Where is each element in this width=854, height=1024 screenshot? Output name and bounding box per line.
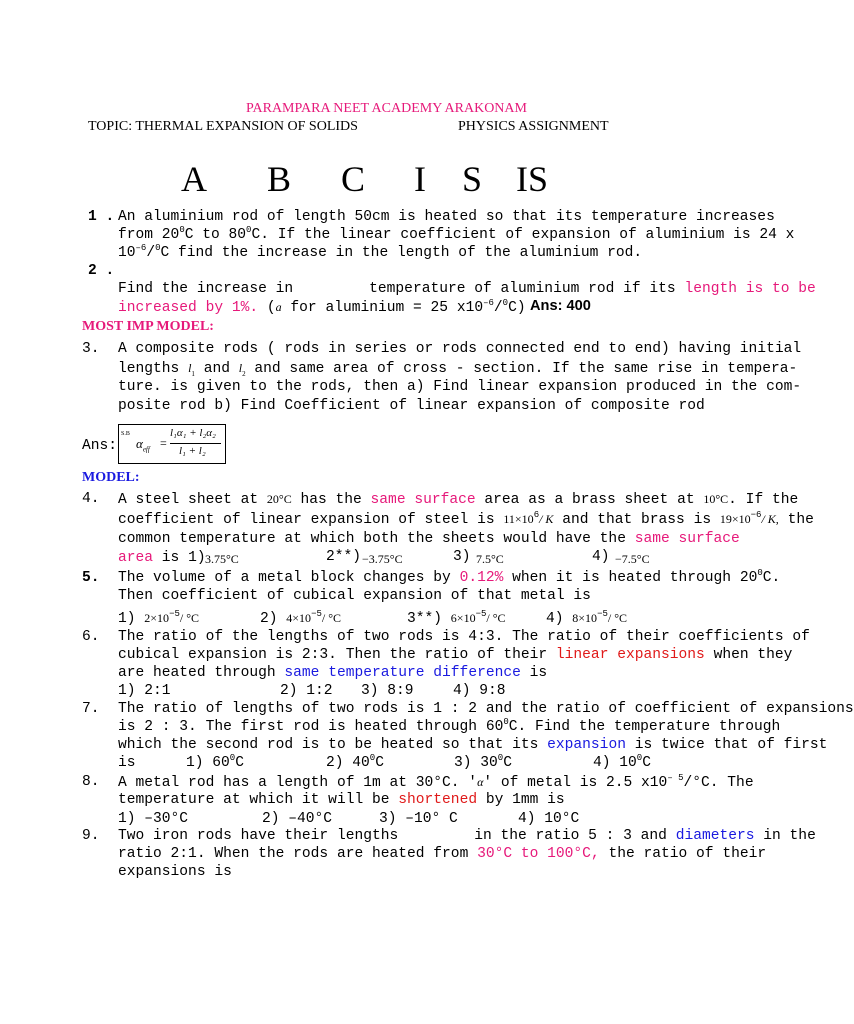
option-4: 4) 9:8 <box>453 683 506 699</box>
question-text: posite rod b) Find Coefficient of linear expansion of composite rod <box>118 398 705 414</box>
answer: Ans: 400 <box>530 298 591 314</box>
option-2: 2) –40°C <box>262 811 333 827</box>
question-text: The volume of a metal block changes by 0.12% when it is heated through $20^0C$. <box>118 568 781 586</box>
question-text: A steel sheet at 20°C has the same surface area as a brass sheet at 10°C. If the <box>118 492 799 508</box>
formula-tag: S.B <box>121 431 130 437</box>
option-3-label: 3) <box>453 549 471 565</box>
level-b: B <box>267 159 292 199</box>
level-c: C <box>341 159 366 199</box>
question-text: ture. is given to the rods, then a) Find linear expansion produced in the com- <box>118 379 802 395</box>
question-text: $10^{-6}/^0C$ find the increase in the length of the aluminium rod. <box>118 243 643 261</box>
question-text: is 2 : 3. The first rod is heated through $60^0C$. Find the temperature through <box>118 717 781 735</box>
option-1: 3.75°C <box>205 552 239 566</box>
options: 1) $2\times 10^{-5}/$ °C <box>118 609 200 627</box>
question-text: A composite rods ( rods in series or rods connected end to end) having initial <box>118 341 802 357</box>
question-text: cubical expansion is 2:3. Then the ratio of their linear expansions when they <box>118 647 793 663</box>
option-2-label: 2**) <box>326 549 362 565</box>
option-1: 1) –30°C <box>118 811 189 827</box>
option-1: 1) $60^0C$ <box>186 753 244 771</box>
option-2: −3.75°C <box>362 552 403 566</box>
question-text: coefficient of linear expansion of steel is $11\times 10^6/$ K and that brass is $19\times 10^{-6}/$ K, the <box>118 510 814 528</box>
question-text: The ratio of the lengths of two rods is 4:3. The ratio of their coefficients of <box>118 629 810 645</box>
answer-formula-box: S.B $\alpha_{eff}$ = l₁α₁ + l₂α₂ l₁ + l₂ <box>118 424 226 464</box>
option-3: 7.5°C <box>476 552 504 566</box>
question-text: An aluminium rod of length 50cm is heated so that its temperature increases <box>118 209 775 225</box>
question-text: lengths $l_1$ and $l_2$ and same area of cross - section. If the same rise in tempera- <box>118 361 798 378</box>
option-1: 1) 2:1 <box>118 683 171 699</box>
question-number: 5. <box>82 570 100 586</box>
options: 2) $4\times 10^{-5}/$ °C <box>260 609 342 627</box>
formula-numerator: l₁α₁ + l₂α₂ <box>170 427 216 439</box>
question-number: 1 . <box>88 209 115 225</box>
section-model: MODEL: <box>82 470 140 485</box>
level-i: I <box>414 159 426 199</box>
question-text: is <box>118 755 136 771</box>
question-number: 9. <box>82 828 100 844</box>
options: 4) $8\times 10^{-5}/$ °C <box>546 609 628 627</box>
answer-label: Ans: <box>82 438 118 454</box>
option-3: 3) $30^0C$ <box>454 753 512 771</box>
option-4: 4) $10^0C$ <box>593 753 651 771</box>
options: 3**) $6\times 10^{-5}/$ °C <box>407 609 506 627</box>
level-s: S <box>462 159 483 199</box>
question-number: 4. <box>82 491 100 507</box>
question-text: are heated through same temperature difference is <box>118 665 548 681</box>
level-a: A <box>181 159 207 199</box>
option-2: 2) $40^0C$ <box>326 753 384 771</box>
question-text: Two iron rods have their lengths in the ratio 5 : 3 and diameters in the <box>118 828 816 844</box>
section-most-imp-model: MOST IMP MODEL: <box>82 319 214 334</box>
option-2: 2) 1:2 <box>280 683 333 699</box>
question-text: expansions is <box>118 864 232 880</box>
question-text: which the second rod is to be heated so that its expansion is twice that of first <box>118 737 828 753</box>
formula-lhs: $\alpha_{eff}$ <box>136 436 150 454</box>
question-text: temperature at which it will be shortened by 1mm is <box>118 792 565 808</box>
question-text: A metal rod has a length of 1m at 30°C. 'α' of metal is 2.5 $x10^{- 5}/^\circ C$. The <box>118 773 754 791</box>
option-4-label: 4) <box>592 549 610 565</box>
question-number: 6. <box>82 629 100 645</box>
level-is: IS <box>516 159 549 199</box>
question-number: 8. <box>82 774 100 790</box>
fraction-bar <box>170 443 221 444</box>
question-text: from $20^0C$ to $80^0C$. If the linear coefficient of expansion of aluminium is 24 x <box>118 225 795 243</box>
question-text: common temperature at which both the sheets would have the same surface <box>118 531 740 547</box>
question-number: 2 . <box>88 263 115 279</box>
option-3: 3) 8:9 <box>361 683 414 699</box>
option-4: 4) 10°C <box>518 811 580 827</box>
option-4: −7.5°C <box>615 552 650 566</box>
subject-line: PHYSICS ASSIGNMENT <box>458 119 609 134</box>
question-text: The ratio of lengths of two rods is 1 : 2 and the ratio of coefficient of expansions <box>118 701 854 717</box>
option-3: 3) –10° C <box>379 811 458 827</box>
question-number: 7. <box>82 701 100 717</box>
topic-line: TOPIC: THERMAL EXPANSION OF SOLIDS <box>88 119 358 134</box>
formula-denominator: l₁ + l₂ <box>179 445 206 457</box>
question-text: ratio 2:1. When the rods are heated from 30°C to 100°C, the ratio of their <box>118 846 767 862</box>
question-number: 3. <box>82 341 100 357</box>
question-text: Find the increase in temperature of aluminium rod if its length is to be <box>118 281 816 297</box>
academy-title: PARAMPARA NEET ACADEMY ARAKONAM <box>246 101 527 116</box>
question-text: increased by 1%. (a for aluminium = 25 $x10^{-6}/^0C$) <box>118 298 526 316</box>
question-text: area is 1) <box>118 550 206 566</box>
question-text: Then coefficient of cubical expansion of that metal is <box>118 588 591 604</box>
